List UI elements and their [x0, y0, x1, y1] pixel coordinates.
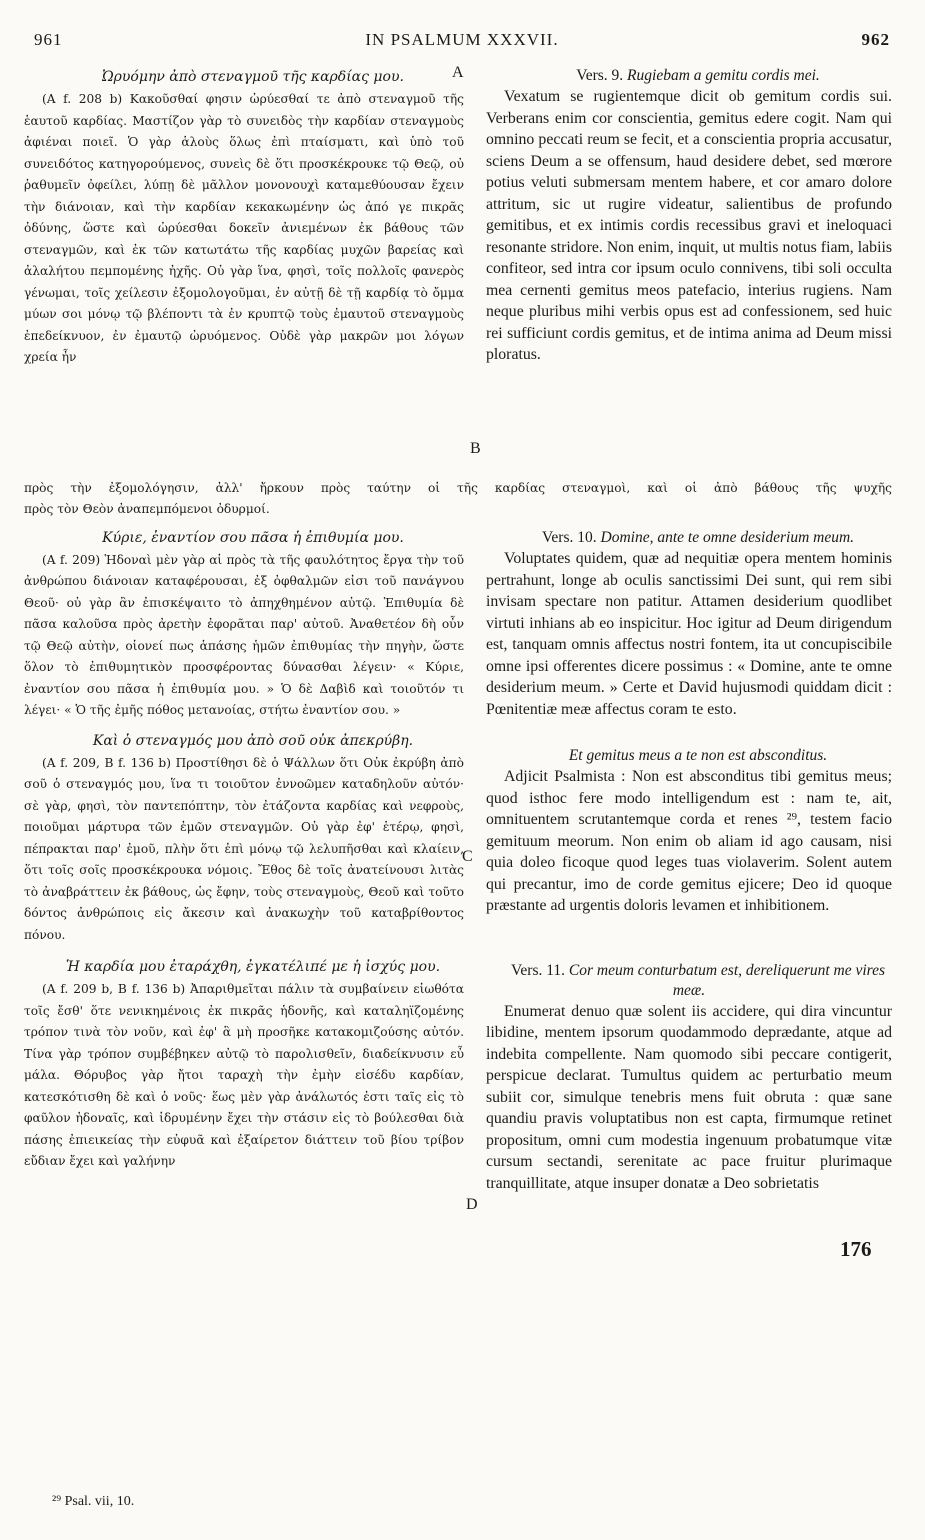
column-number: 176 [840, 1237, 872, 1261]
latin-verse-text: Cor meum conturbatum est, dereliquerunt me vires meæ. [568, 961, 886, 999]
margin-marker-c: C [462, 848, 473, 865]
greek-verse-heading: Ἡ καρδία μου ἐταράχθη, ἐγκατέλιπέ με ἡ ἰσχύς μου. [65, 959, 441, 975]
greek-paragraph: (A f. 209, B f. 136 b) Προστίθησι δὲ ὁ Ψάλλων ὅτι Οὐκ ἐκρύβη ἀπὸ σοῦ ὁ στεναγμός μου, ἵνα τι τοιοῦτον ἐννοῶμεν καταδηλοῦν αὐτόν· σὲ γὰρ, φησὶ, τὸν παντεπόπτην, τὸν ἐτάζοντα καρδίας καὶ νεφροὺς, ποιοῦμαι μάρτυρα τῶν ἐμῶν στεναγμῶν. Οὐ γὰρ ἐφ' ἑτέρῳ, φησὶ, πέπρακται παρ' ἐμοῦ, πλὴν ὅτι ἐπὶ μόνῳ τῷ λελυπῆσθαι καὶ κλαίειν, ὅτι τοῖς σοῖς προσκέκρουκα νόμοις. Ἔθος δὲ τοῖς ἀνατείνουσι λιτὰς τὸ ἀναβράττειν ἐκ βάθους, ὡς ἔφην, τοὺς στεναγμοὺς, Θεοῦ καὶ τοῦτο δόντος ἀνθρώποις εἰς ἄκεσιν καὶ ἀνακωχὴν τοῦ καταβρίθοντος πόνου. [24, 755, 464, 942]
latin-verse-heading [486, 746, 892, 766]
latin-verse-heading [486, 528, 892, 548]
margin-marker-b: B [470, 440, 481, 457]
running-title: IN PSALMUM XXXVII. [365, 30, 559, 49]
margin-marker-a: A [452, 64, 464, 81]
latin-verse-heading [486, 66, 892, 86]
footnote: ²⁹ Psal. vii, 10. [52, 1494, 135, 1509]
latin-verse-number: Vers. 10. [541, 529, 597, 546]
greek-section-1 [24, 66, 464, 369]
latin-paragraph: Enumerat denuo quæ solent iis accidere, qui dira vincuntur libidine, mentem ipsorum quodammodo deprædante, atque ad indebita compellente. Nam quomodo sibi peccare contigerit, perspicue declarat. Tumultus quidem ac perturbatio meum subiit cor, simulque tenebris mens fuit obruta : quæ sane quandiu pravis voluptatibus non est capta, firmumque retinet propositum, omni cum modestia ingenuum probatumque vitæ cursum sectandi, serenitate ac pace fruitur plurimaque tranquillitate, atque insuper donatæ a Deo sobrietatis [486, 1002, 892, 1192]
greek-paragraph: (A f. 209 b, B f. 136 b) Ἀπαριθμεῖται πάλιν τὰ συμβαίνειν εἰωθότα τοῖς ἔσθ' ὅτε νενικημένοις ἐκ πικρᾶς ἡδονῆς, καὶ καταληϊζομένης τρόπον τινὰ τὸν νοῦν, καὶ ἐφ' ἃ μὴ προσῆκε κατακομιζούσης αὐτόν. Τίνα γὰρ τρόπον συμβέβηκεν αὐτῷ τὸ παρολισθεῖν, διαδείκνυσιν εὖ μάλα. Θόρυβος γὰρ ἤτοι ταραχὴ τὴν ἐμὴν εἰσέδυ καρδίαν, κατεσκότισθη δὲ καὶ ὁ νοῦς· ἕως μὲν γὰρ ἀνάλωτός ἐστι ταῖς εἰς τὸ φαῦλον ἡδοναῖς, καὶ ἱδρυμένην ἔχει τὴν στάσιν εἰς τὸ βούλεσθαι διὰ πάσης ἐπιεικείας τὴν εὐφυᾶ καὶ ἐξαίρετον διάττειν τοῦ βίου τρίβον εὔδιαν ἔχει καὶ γαλήνην [24, 982, 464, 1168]
greek-paragraph-end: πρὸς τὸν Θεὸν ἀναπεμπόμενοι ὀδυρμοί. [24, 502, 270, 516]
greek-span-line: πρὸς τὴν ἐξομολόγησιν, ἀλλ' ἤρκουν πρὸς ταύτην οἱ τῆς καρδίας στεναγμοὶ, καὶ οἱ ἀπὸ βάθους τῆς ψυχῆς [24, 481, 892, 495]
page-number-left: 961 [34, 30, 63, 49]
greek-verse-heading: Κύριε, ἐναντίον σου πᾶσα ἡ ἐπιθυμία μου. [102, 529, 404, 546]
page-header [34, 30, 890, 58]
greek-verse-heading: Ὠρυόμην ἀπὸ στεναγμοῦ τῆς καρδίας μου. [102, 69, 404, 85]
latin-verse-number: Vers. 11. [510, 961, 566, 979]
greek-paragraph: (A f. 209) Ἡδοναὶ μὲν γὰρ αἱ πρὸς τὰ τῆς φαυλότητος ἔργα τὴν τοῦ ἀνθρώπου διάνοιαν καταφέρουσαι, ἐξ ὀφθαλμῶν εἰσι τοῦ πανάγνου Θεοῦ· οὐ γὰρ ἂν ἐπισκέψαιτο τὸ ἀπηχθημένον αὐτῷ. Ἐπιθυμία δὲ πᾶσα καλοῦσα πρὸς ἀρετὴν ἐφορᾶται παρ' αὐτοῦ. Ἀναθετέον δὴ οὖν τῷ Θεῷ αὐτὴν, οἱονεί πως ἁπάσης ἡμῶν ἐπιθυμίας τὴν πηγὴν, ὥστε ὅλον τὸ ἐπιθυμητικὸν προσφέροντας δύνασθαι λέγειν· « Κύριε, ἐναντίον σου πᾶσα ἡ ἐπιθυμία μου. » Ὁ δὲ Δαβὶδ καὶ τοιοῦτόν τι λέγει· « Ὁ τῆς ἐμῆς πόθος μετανοίας, στήτω ἐναντίον σου. » [24, 552, 464, 717]
latin-section-1 [486, 66, 892, 366]
latin-paragraph: Adjicit Psalmista : Non est absconditus tibi gemitus meus; quod isthoc fere modo intelligendum est : nam te, ait, omnituentem scrutantemque corda et renes ²⁹, testem facio gemituum meorum. Non enim ob aliam id ago causam, nisi quia doleo ficoque quod leges tuas violaverim. Solent autem qui precantur, imo de corde gemitus ejicere; Deo id quoque præstante ad urgentis doloris levamen et inhibitionem. [486, 768, 892, 914]
greek-verse-heading: Καὶ ὁ στεναγμός μου ἀπὸ σοῦ οὐκ ἀπεκρύβη. [92, 732, 414, 749]
latin-verse-heading [486, 961, 892, 1001]
greek-paragraph: (A f. 208 b) Κακοῦσθαί φησιν ὠρύεσθαί τε ἀπὸ στεναγμοῦ τῆς ἑαυτοῦ καρδίας. Μαστίζον γὰρ τὸ συνειδὸς τὴν καρδίαν στεναγμοὺς ἀφιέναι ποιεῖ. Ὁ γὰρ ἁλοὺς ὅλως ἐπὶ πταίσματι, καὶ ὑπὸ τοῦ συνειδότος κατηγορούμενος, συνεὶς δὲ ὅτι προσκέκρουκε τῷ Θεῷ, οὐ ῥαθυμεῖν ὀφείλει, λύπῃ δὲ μᾶλλον μονονουχὶ καταμεθύουσαν ἔχειν τὴν διάνοιαν, καὶ τὴν καρδίαν κεκακωμένην ὡς ἀπό γε πικρᾶς ὀδύνης, ὥστε καὶ ὠρύεσθαι δοκεῖν ἀνιεμένων ἐκ βάθους τῶν στεναγμῶν, καὶ ἐκ τῶν κατωτάτω τῆς καρδίας μυχῶν βαρείας καὶ ἀλαλήτου πεμπομένης ἠχῆς. Οὐ γὰρ ἵνα, φησὶ, τοῖς πολλοῖς φανερὸς γένωμαι, τοῖς χείλεσιν ἐξομολογοῦμαι, ἐν αὐτῇ δὲ τῇ καρδίᾳ τὸ ὄμμα μύων σοι μόνῳ τῷ βλέποντι τὰ ἐν κρυπτῷ τοὺς ἐμαυτοῦ στεναγμοὺς ἐπεδείκνυον, ἐν ἐμαυτῷ ὠρυόμενος. Οὐδὲ γὰρ μακρῶν μοι λόγων χρεία ἦν [24, 92, 464, 364]
greek-section-2 [24, 499, 464, 1173]
latin-paragraph: Vexatum se rugientemque dicit ob gemitum cordis sui. Verberans enim cor conscientia, gemitus edere cogit. Nam qui omnino peccati reum se fecit, et a conscientia propria accusatur, sciens Deum a se offensum, haud desidere debet, sed mœrore potius veluti submersam mentem habere, et cor amaro dolore attritum, sic ut rugire videatur, salientibus de profundo gemitibus, et ex intimis cordis recessibus gravi et ineloquaci resonante stridore. Non enim, inquit, ut multis notus fiam, labiis confiteor, sed intra cor ipsum oculo connivens, tibi soli occulta mea cernenti gemitus meos patefacio, interius rugiens. Nam neque pluribus mihi verbis opus est ad confessionem, sed huic rei sufficiunt cordis gemitus, et de intima anima ad Deum missi ploratus. [486, 88, 892, 363]
latin-verse-text: Domine, ante te omne desiderium meum. [600, 529, 855, 546]
latin-paragraph: Voluptates quidem, quæ ad nequitiæ opera mentem hominis pertrahunt, longe ab oculis sanctissimi Dei sunt, qui rem sibi invisam spectare non patitur. Attamen desiderium quodlibet virtuti inhians ab eo inspicitur. Hoc igitur ad Deum dirigendum est, tanquam omnis affectus nostri fontem, ita ut concupiscibile omne ipsi offerentes dicere possimus : « Domine, ante te omne desiderium meum. » Certe et David hujusmodi quiddam dicit : Pœnitentiæ meæ affectus coram te esto. [486, 550, 892, 718]
page-number-right: 962 [861, 30, 890, 49]
latin-verse-text: Rugiebam a gemitu cordis mei. [627, 67, 820, 84]
latin-section-2 [486, 528, 892, 1194]
latin-verse-number: Vers. 9. [576, 67, 624, 84]
margin-marker-d: D [466, 1196, 478, 1213]
latin-verse-text: Et gemitus meus a te non est absconditus. [568, 747, 828, 764]
